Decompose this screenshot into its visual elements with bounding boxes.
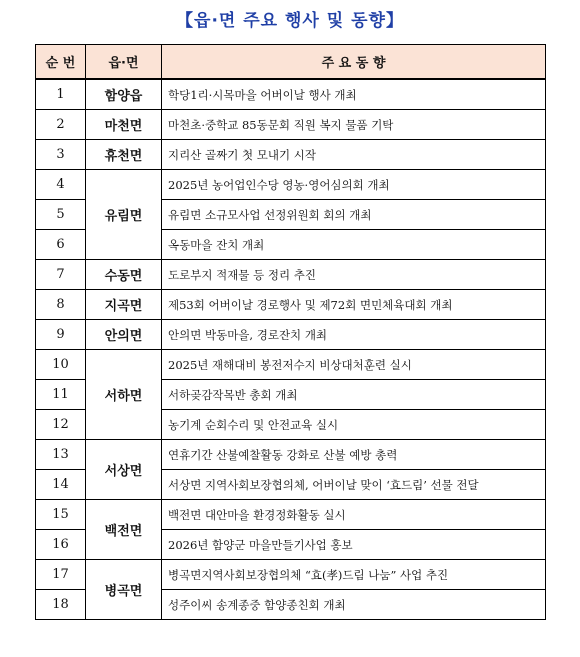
table-row: [36, 290, 546, 320]
header-row: [36, 45, 546, 80]
row-town: 서하면: [86, 350, 162, 440]
row-town: 병곡면: [86, 560, 162, 620]
row-num: 12: [36, 410, 86, 440]
row-town: 지곡면: [86, 290, 162, 320]
row-content: 농기계 순회수리 및 안전교육 실시: [162, 410, 546, 440]
row-num: 9: [36, 320, 86, 350]
table-row: [36, 140, 546, 170]
table-row: [36, 170, 546, 200]
row-content: 도로부지 적재물 등 정리 추진: [162, 260, 546, 290]
table-row: [36, 79, 546, 110]
table-row: [36, 350, 546, 380]
row-content: 2025년 재해대비 봉전저수지 비상대처훈련 실시: [162, 350, 546, 380]
page-title: 【읍·면 주요 행사 및 동향】: [176, 11, 404, 31]
row-num: 1: [36, 79, 86, 110]
events-table: [35, 44, 546, 620]
row-num: 18: [36, 590, 86, 620]
row-num: 4: [36, 170, 86, 200]
table-row: [36, 500, 546, 530]
row-content: 옥동마을 잔치 개최: [162, 230, 546, 260]
header-town: 읍·면: [86, 45, 162, 80]
row-num: 15: [36, 500, 86, 530]
table-row: [36, 440, 546, 470]
header-content: 주 요 동 향: [162, 45, 546, 80]
table-row: [36, 560, 546, 590]
header-num: 순 번: [36, 45, 86, 80]
row-content: 학당1리·시목마을 어버이날 행사 개최: [162, 79, 546, 110]
row-num: 16: [36, 530, 86, 560]
row-town: 안의면: [86, 320, 162, 350]
row-num: 5: [36, 200, 86, 230]
row-num: 7: [36, 260, 86, 290]
row-num: 2: [36, 110, 86, 140]
row-num: 11: [36, 380, 86, 410]
row-town: 유림면: [86, 170, 162, 260]
row-content: 서상면 지역사회보장협의체, 어버이날 맞이 ‘효드림’ 선물 전달: [162, 470, 546, 500]
row-town: 마천면: [86, 110, 162, 140]
row-town: 백전면: [86, 500, 162, 560]
row-town: 수동면: [86, 260, 162, 290]
row-content: 서하곶감작목반 총회 개최: [162, 380, 546, 410]
row-num: 3: [36, 140, 86, 170]
table-row: [36, 260, 546, 290]
row-content: 병곡면지역사회보장협의체 “효(孝)드림 나눔” 사업 추진: [162, 560, 546, 590]
row-content: 마천초·중학교 85동문회 직원 복지 물품 기탁: [162, 110, 546, 140]
row-content: 안의면 박동마을, 경로잔치 개최: [162, 320, 546, 350]
row-town: 서상면: [86, 440, 162, 500]
row-content: 연휴기간 산불예찰활동 강화로 산불 예방 총력: [162, 440, 546, 470]
table-row: [36, 320, 546, 350]
row-content: 성주이씨 송계종중 함양종친회 개최: [162, 590, 546, 620]
row-num: 8: [36, 290, 86, 320]
row-content: 2025년 농어업인수당 영농·영어심의회 개최: [162, 170, 546, 200]
row-num: 14: [36, 470, 86, 500]
row-content: 유림면 소규모사업 선정위원회 회의 개최: [162, 200, 546, 230]
row-content: 백전면 대안마을 환경정화활동 실시: [162, 500, 546, 530]
row-num: 13: [36, 440, 86, 470]
row-content: 2026년 함양군 마을만들기사업 홍보: [162, 530, 546, 560]
row-num: 10: [36, 350, 86, 380]
row-town: 휴천면: [86, 140, 162, 170]
table-row: [36, 110, 546, 140]
row-num: 6: [36, 230, 86, 260]
row-content: 지리산 골짜기 첫 모내기 시작: [162, 140, 546, 170]
row-town: 함양읍: [86, 79, 162, 110]
row-num: 17: [36, 560, 86, 590]
row-content: 제53회 어버이날 경로행사 및 제72회 면민체육대회 개최: [162, 290, 546, 320]
